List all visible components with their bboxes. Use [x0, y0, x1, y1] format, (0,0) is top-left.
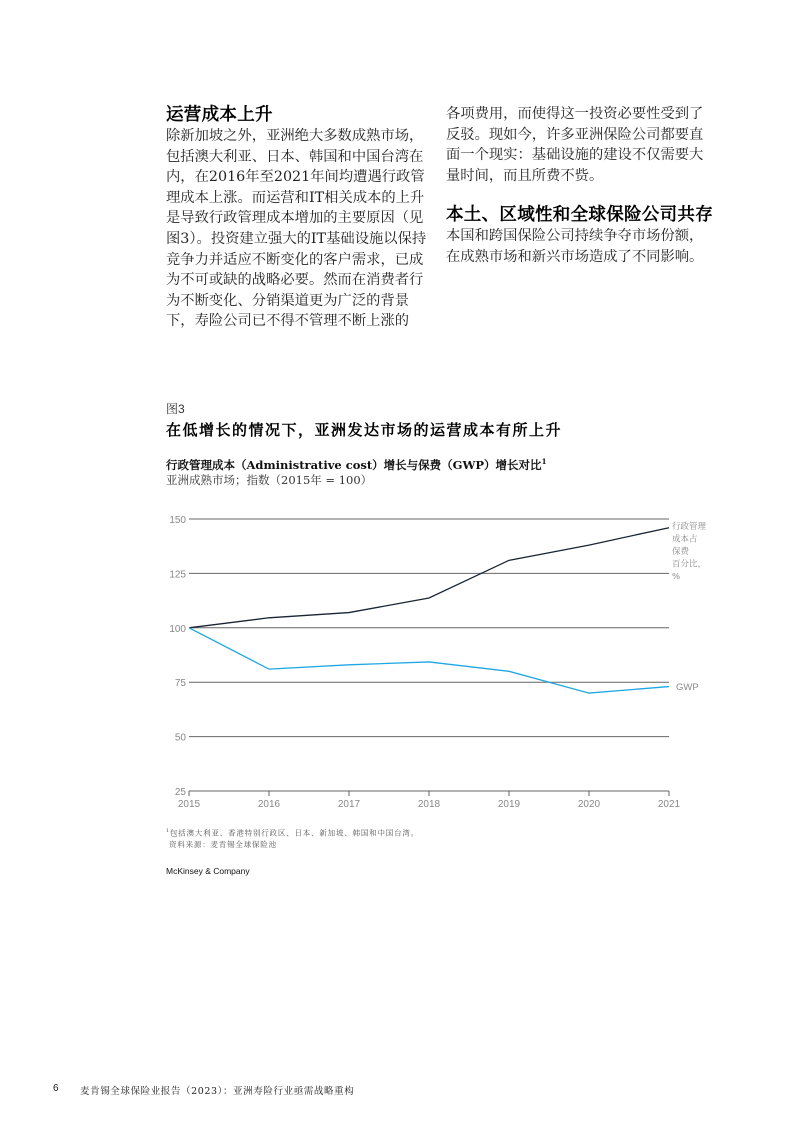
figure-label: 图3: [166, 402, 185, 416]
x-tick-label: 2019: [497, 799, 521, 810]
body-paragraph: 除新加坡之外，亚洲绝大多数成熟市场，包括澳大利亚、日本、韩国和中国台湾在内，在2016年至2021年间均遭遇行政管理成本上涨。而运营和IT相关成本的上升是导致行政管理成本增加的主要原因（见图3）。投资建立强大的IT基础设施以保持竞争力并适应不断变化的客户需求，已成为不可或缺的战略必要。然而在消费者行为不断变化、分销渠道更为广泛的背景下，寿险公司已不得不管理不断上涨的: [166, 128, 427, 330]
running-head: 麦肯锡全球保险业报告（2023）：亚洲寿险行业亟需战略重构: [80, 1086, 355, 1097]
y-tick-label: 125: [169, 569, 186, 581]
y-tick-label: 150: [169, 515, 186, 526]
admin-series-label: 行政管理: [672, 522, 707, 532]
brand-name: McKinsey & Company: [166, 866, 250, 876]
page-number: 6: [53, 1083, 59, 1094]
admin-cost-line: [189, 528, 669, 628]
footnote-text: 包括澳大利亚、香港特别行政区、日本、新加坡、韩国和中国台湾。: [169, 828, 419, 838]
x-tick-label: 2020: [577, 799, 601, 810]
footnote-mark: 1: [541, 457, 547, 467]
body-paragraph: 本国和跨国保险公司持续争夺市场份额，在成熟市场和新兴市场造成了不同影响。: [446, 228, 704, 265]
x-tick-label: 2016: [257, 799, 281, 810]
admin-series-label: 成本占: [672, 534, 698, 545]
footnotes: [166, 826, 419, 850]
section-heading-coexistence: 本土、区域性和全球保险公司共存: [446, 205, 713, 226]
admin-series-label: %: [672, 572, 681, 582]
y-tick-label: 25: [174, 787, 186, 798]
body-paragraph-continued: 各项费用，而使得这一投资必要性受到了反驳。现如今，许多亚洲保险公司都要直面一个现实：基础设施的建设不仅需要大量时间，而且所费不赀。: [446, 106, 704, 184]
gwp-series-label: GWP: [676, 682, 699, 693]
figure-title: 在低增长的情况下，亚洲发达市场的运营成本有所上升: [166, 421, 563, 439]
x-tick-label: 2015: [177, 799, 201, 810]
source-note: 资料来源：麦肯锡全球保险池: [169, 839, 277, 849]
x-tick-label: 2021: [657, 799, 681, 810]
admin-series-label: 百分比，: [672, 559, 707, 570]
x-tick-label: 2017: [337, 799, 361, 810]
footnote-1: [166, 826, 419, 839]
footnote-mark: 1: [166, 828, 170, 834]
y-tick-label: 50: [174, 732, 186, 744]
admin-series-label: 保费: [672, 547, 690, 557]
y-tick-label: 100: [169, 623, 186, 635]
y-tick-label: 75: [174, 678, 186, 690]
gwp-line: [189, 628, 669, 693]
chart-subtitle-text: 行政管理成本（Administrative cost）增长与保费（GWP）增长对比: [166, 458, 542, 472]
chart-subtitle-units: 亚洲成熟市场；指数（2015年 = 100）: [166, 473, 373, 487]
x-tick-label: 2018: [417, 799, 441, 810]
section-heading-operating-costs: 运营成本上升: [166, 105, 273, 125]
